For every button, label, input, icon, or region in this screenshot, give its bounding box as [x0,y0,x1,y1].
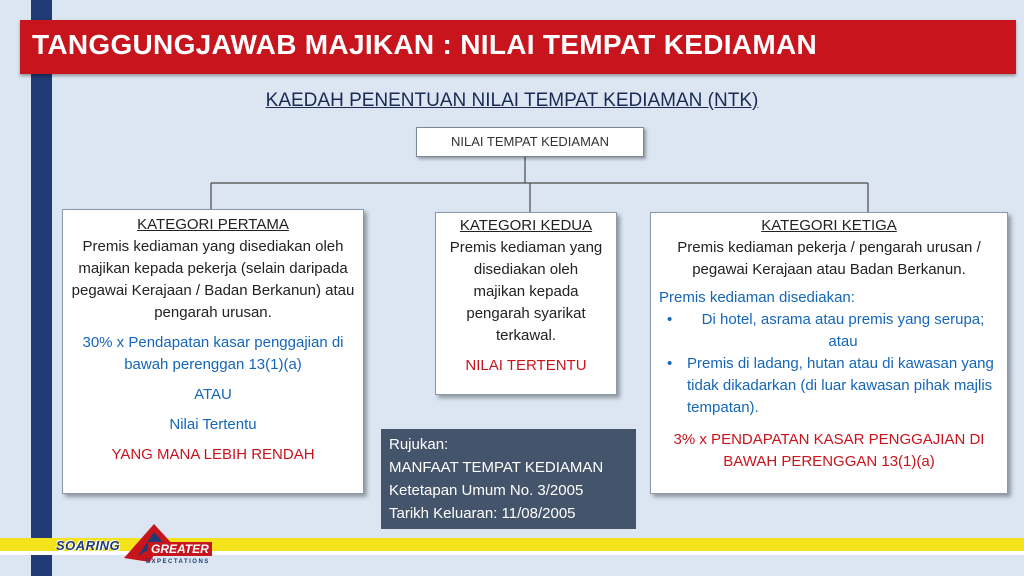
reference-line-2: Ketetapan Umum No. 3/2005 [389,482,584,499]
reference-label: Rujukan: [389,436,449,453]
logo-word-2: GREATER [148,542,212,556]
category-third-box [650,212,1008,494]
reference-box [381,429,636,529]
soaring-logo [54,518,234,574]
category-third-lead: Premis kediaman disediakan: [659,289,855,306]
logo-word-1: SOARING [56,538,121,553]
category-third-heading: KATEGORI KETIGA [761,217,897,234]
reference-line-3: Tarikh Keluaran: 11/08/2005 [389,505,576,522]
category-second-rule: NILAI TERTENTU [465,357,587,374]
root-node: NILAI TEMPAT KEDIAMAN [416,127,644,157]
category-third-bullets [659,309,999,419]
logo-word-3: EXPECTATIONS [146,559,210,565]
category-first-formula: 30% x Pendapatan kasar penggajian di bawah perenggan 13(1)(a) [82,334,344,373]
category-first-box [62,209,364,494]
diagram-subtitle: KAEDAH PENENTUAN NILAI TEMPAT KEDIAMAN (NTK) [265,90,759,111]
category-first-heading: KATEGORI PERTAMA [137,216,289,233]
category-second-heading: KATEGORI KEDUA [459,217,593,234]
category-second-box [435,212,617,395]
category-second-description: Premis kediaman yang disediakan oleh majikan kepada pengarah syarikat terkawal. [449,239,603,344]
category-third-bullet-2: • Premis di ladang, hutan atau di kawasan yang tidak dikadarkan (di luar kawasan pihak majlis tempatan). [687,353,999,419]
category-first-or: ATAU [194,386,232,403]
category-third-rule: 3% x PENDAPATAN KASAR PENGGAJIAN DI BAWAH PERENGGAN 13(1)(a) [673,431,985,470]
category-first-description: Premis kediaman yang disediakan oleh majikan kepada pekerja (selain daripada pegawai Kerajaan / Badan Berkanun) atau pengarah urusan. [71,238,355,321]
page-title: TANGGUNGJAWAB MAJIKAN : NILAI TEMPAT KEDIAMAN [32,29,818,60]
reference-line-1: MANFAAT TEMPAT KEDIAMAN [389,459,604,476]
category-first-fixed-value: Nilai Tertentu [169,416,257,433]
category-third-bullet-1: • Di hotel, asrama atau premis yang serupa; atau [687,309,999,353]
category-third-description: Premis kediaman pekerja / pengarah urusan / pegawai Kerajaan atau Badan Berkanun. [677,239,981,278]
category-first-rule: YANG MANA LEBIH RENDAH [111,446,315,463]
